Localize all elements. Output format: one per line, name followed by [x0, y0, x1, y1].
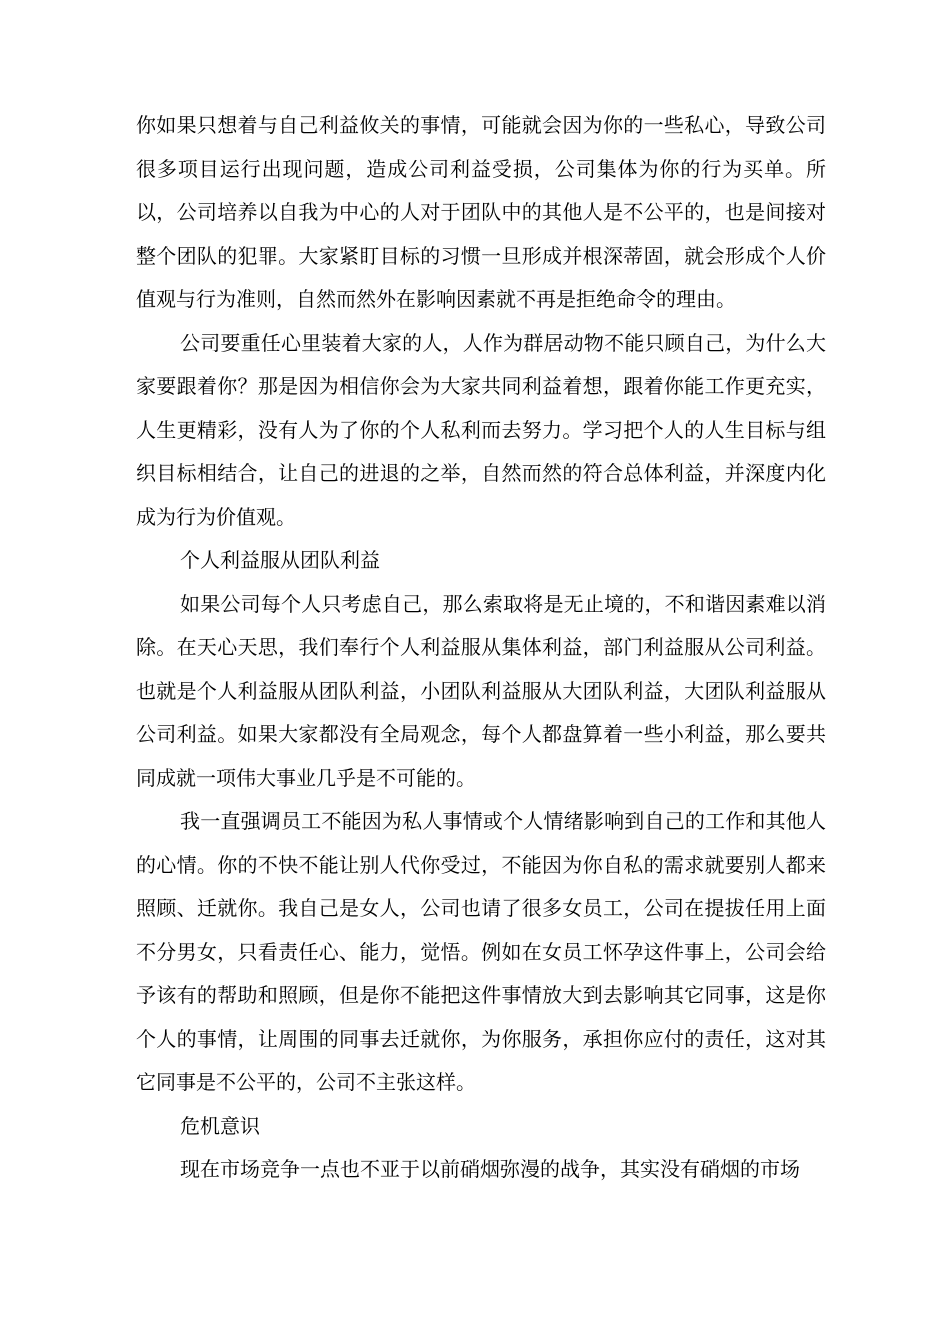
section-heading-crisis-awareness: 危机意识	[180, 1113, 260, 1138]
paragraph-collective-interest: 如果公司每个人只考虑自己，那么索取将是无止境的，不和谐因素难以消除。在天心天思，我们奉行个人利益服从集体利益，部门利益服从公司利益。也就是个人利益服从团队利益，小团队利益服从大团队利益，大团队利益服从公司利益。如果大家都没有全局观念，每个人都盘算着一些小利益，那么要共同成就一项伟大事业几乎是不可能的。	[136, 591, 826, 790]
paragraph-personal-matters: 我一直强调员工不能因为私人事情或个人情绪影响到自己的工作和其他人的心情。你的不快不能让别人代你受过，不能因为你自私的需求就要别人都来照顾、迁就你。我自己是女人，公司也请了很多女员工，公司在提拔任用上面不分男女，只看责任心、能力，觉悟。例如在女员工怀孕这件事上，公司会给予该有的帮助和照顾，但是你不能把这件事情放大到去影响其它同事，这是你个人的事情，让周围的同事去迁就你，为你服务，承担你应付的责任，这对其它同事是不公平的，公司不主张这样。	[136, 809, 826, 1094]
paragraph-market-competition: 现在市场竞争一点也不亚于以前硝烟弥漫的战争，其实没有硝烟的市场	[180, 1157, 800, 1181]
paragraph-self-interest: 你如果只想着与自己利益攸关的事情，可能就会因为你的一些私心，导致公司很多项目运行出现问题，造成公司利益受损，公司集体为你的行为买单。所以，公司培养以自我为中心的人对于团队中的其他人是不公平的，也是间接对整个团队的犯罪。大家紧盯目标的习惯一旦形成并根深蒂固，就会形成个人价值观与行为准则，自然而然外在影响因素就不再是拒绝命令的理由。	[136, 113, 826, 311]
document-page	[136, 104, 826, 1192]
paragraph-team-minded: 公司要重任心里装着大家的人，人作为群居动物不能只顾自己，为什么大家要跟着你？那是因为相信你会为大家共同利益着想，跟着你能工作更充实，人生更精彩，没有人为了你的个人私利而去努力。学习把个人的人生目标与组织目标相结合，让自己的进退的之举，自然而然的符合总体利益，并深度内化成为行为价值观。	[136, 330, 826, 529]
section-heading-team-interest: 个人利益服从团队利益	[180, 548, 380, 572]
